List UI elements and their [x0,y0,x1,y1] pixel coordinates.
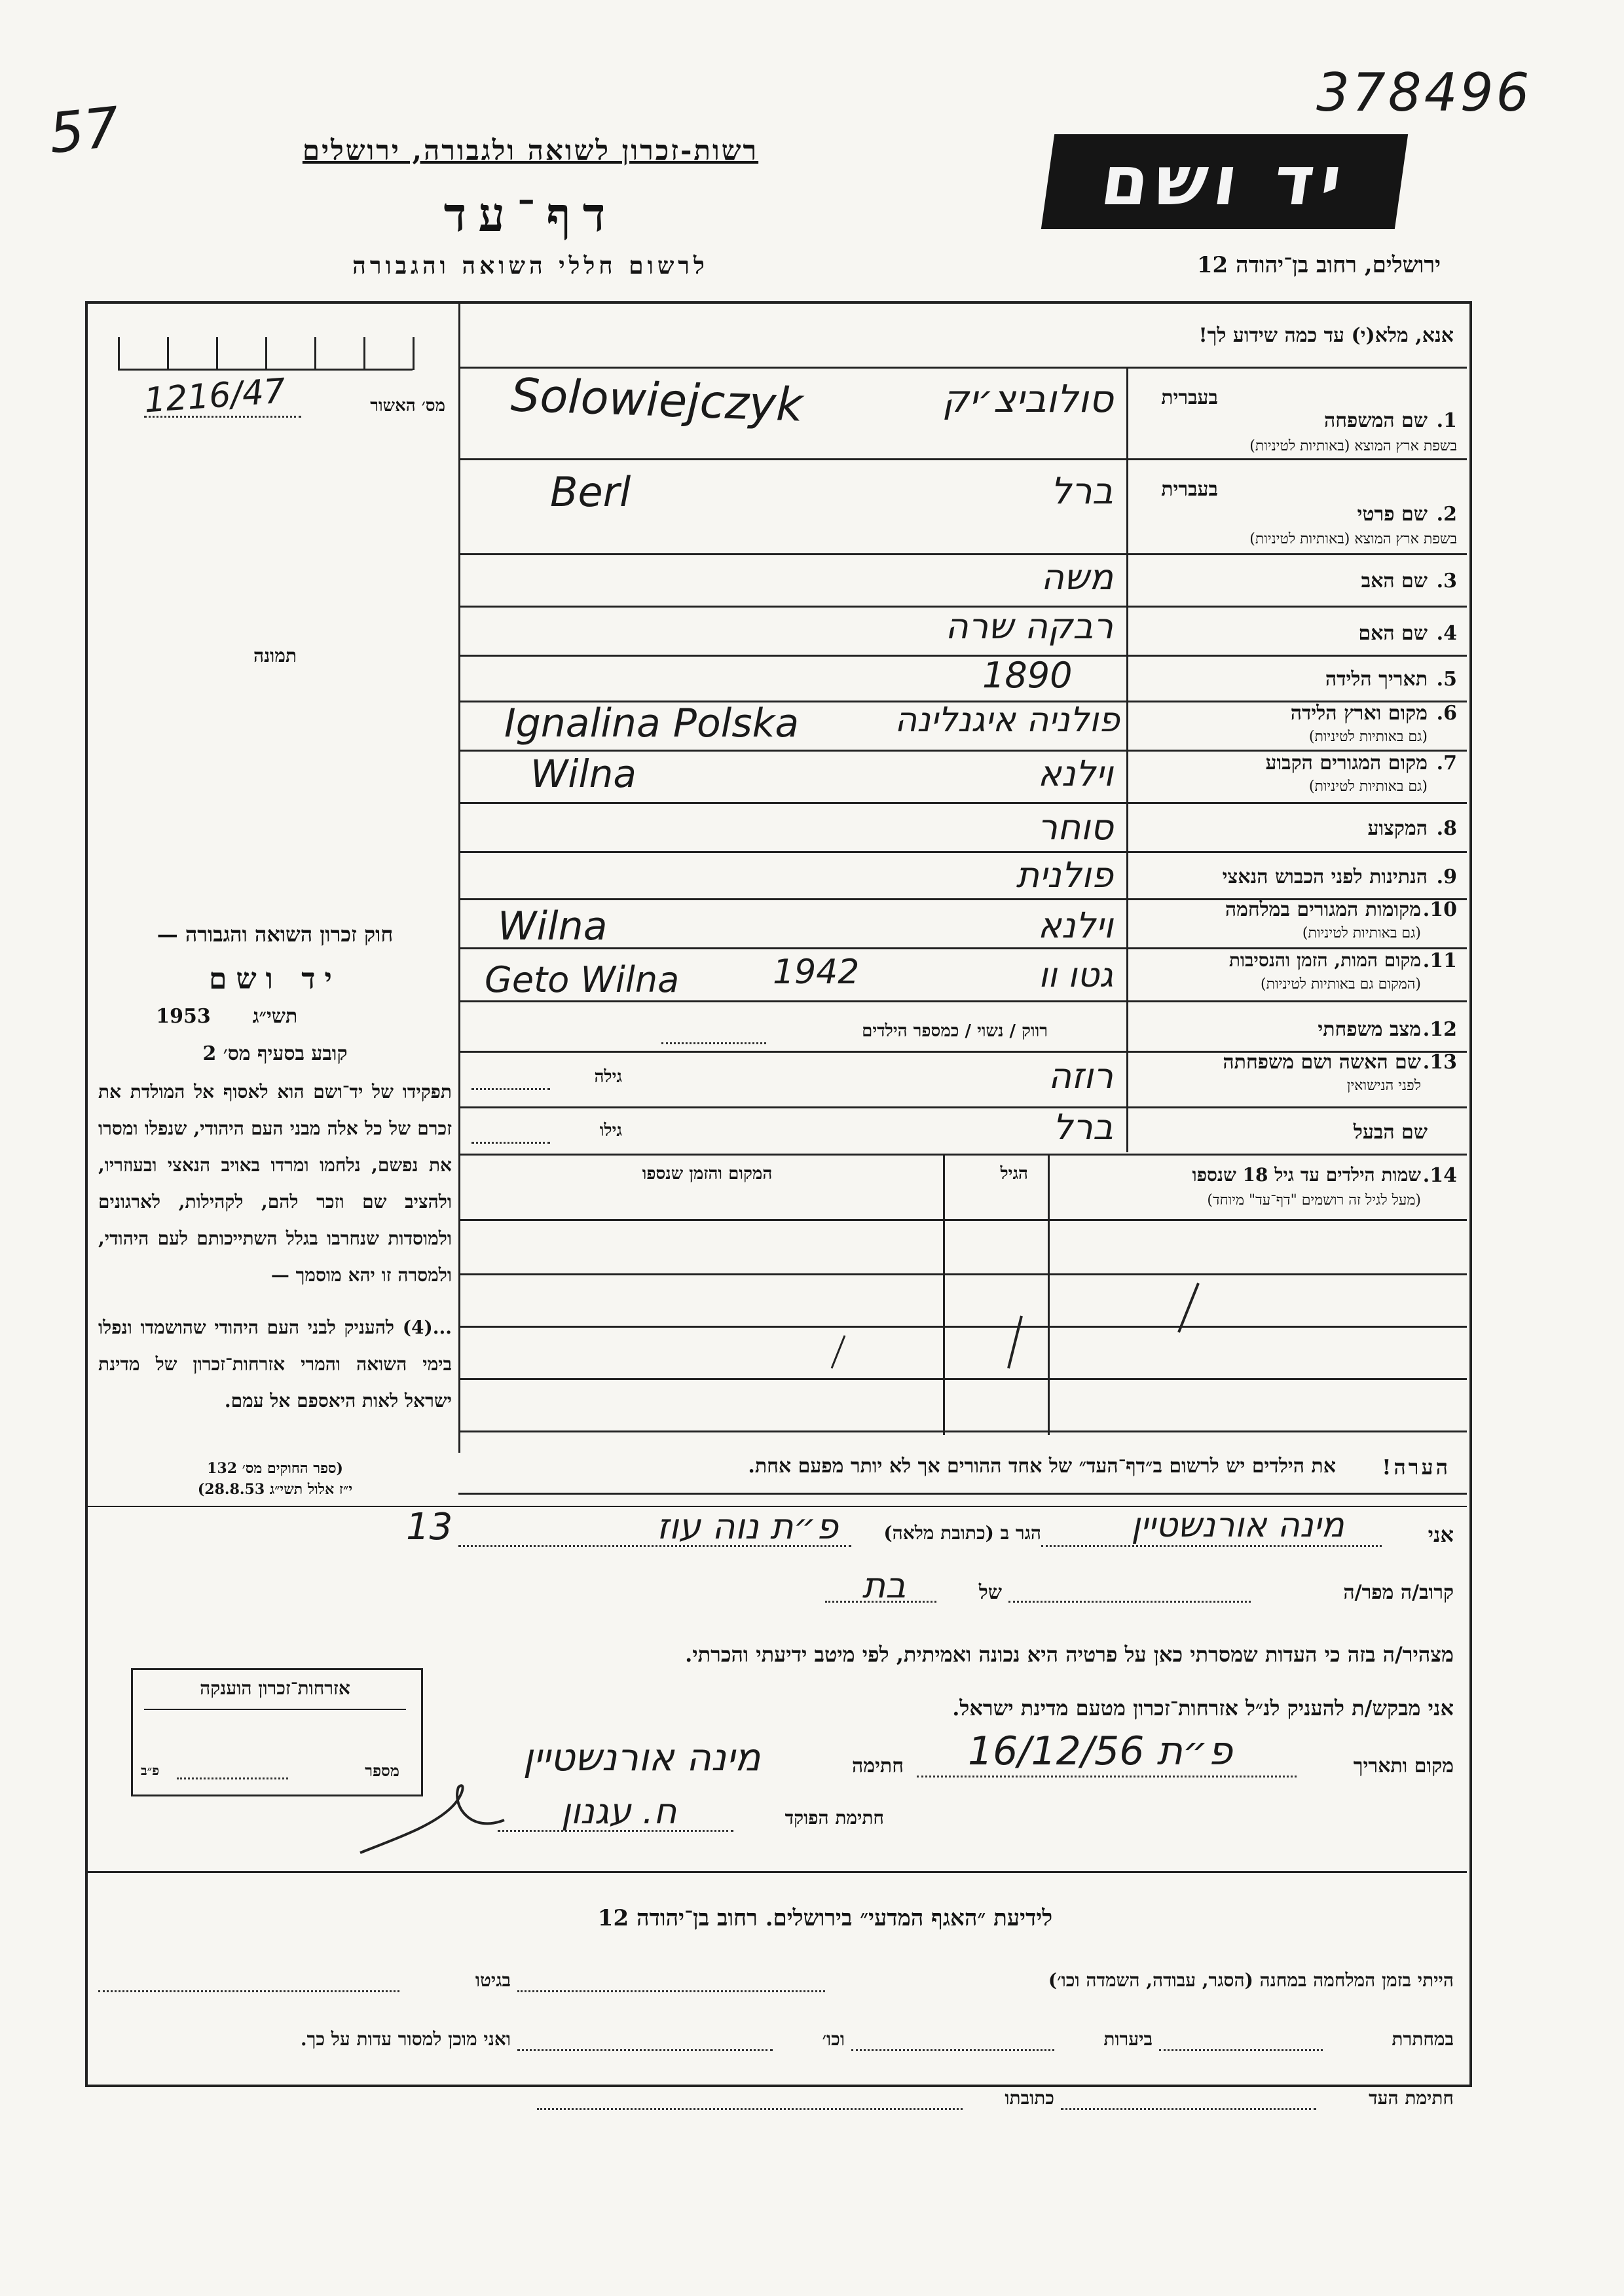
place-date-value: פ״ת 16/12/56 [967,1728,1233,1774]
law-title: חוק זכרון השואה והגבורה — [157,922,394,947]
declarant-address-label: הגר ב (כתובת מלאה) [883,1522,1041,1544]
footer-line2-end: ואני מוכן למסור עדות על כך. [300,2028,511,2050]
f7-value-hebrew: וילנא [1037,753,1113,794]
f12-num: 12. [1422,1018,1457,1041]
f14-col-age: הגיל [1000,1164,1028,1184]
declarant-address-value: פ״ת נוה עוז [656,1506,838,1547]
f13-age-label: גילה [594,1067,622,1087]
request-text: אני מבקש/ת להעניק לנ״ל אזרחות־זכרון מטעם מדינת ישראל. [952,1696,1454,1721]
law-text-2: ...(4) להעניק לבני העם היהודי שהושמדו ונפלו בימי השואה והמרי אזרחות־זכרון של מדינת ישראל לאות היאספם אל עמם. [98,1317,452,1412]
instruction: אנא, מלא(י) עד כמה שידוע לך! [1198,324,1454,347]
f11-value-hebrew: גטו וו [1038,956,1113,995]
form-subtitle: לרשום חללי השואה והגבורה [352,252,709,280]
f10-num: 10. [1422,898,1457,921]
f8-value: סוחר [1037,807,1113,848]
corner-number-left: 57 [46,94,122,166]
f1-sub: בשפת ארץ המוצא (באותיות לטיניות) [1249,438,1457,454]
logo-block [1041,134,1408,229]
husband-label: שם הבעל [1353,1121,1428,1144]
footer-title: לידיעת ״האגף המדעי״ בירושלים. רחוב בן־יהודה 12 [597,1905,1053,1931]
declarant-i-label: אני [1428,1522,1454,1547]
husband-value: ברל [1052,1106,1113,1148]
f14-strike-marks [805,1270,1277,1375]
f5-value: 1890 [982,655,1073,696]
law-clause: קובע בסעיף מס׳ 2 [202,1042,348,1065]
citizenship-mark: פ״ב [141,1762,160,1778]
f10-value-latin: Wilna [498,903,608,949]
f7-num: 7. [1436,752,1457,774]
f14-sub: (מעל לגיל זה רושמים "דף־עד" מיוחד) [1207,1192,1421,1209]
f11-num: 11. [1422,949,1457,972]
f13-value: רוזה [1048,1055,1113,1097]
f10-value-hebrew: וילנא [1037,905,1113,946]
note-text: את הילדים יש לרשום ב״דף־העד״ של אחד ההורים אך לא יותר מפעם אחת. [748,1455,1336,1478]
law-text: תפקידו של יד־ושם הוא לאסוף אל המולדת את זכרם של כל אלה מבני העם היהודי, שנפלו ומסרו את נפשם, נלחמו ומרדו באויב הנאצי ובעוזריו, ולהציב שם וזכר להם, לקהילות, לארגונים ולמוסדות שנחרבו בגלל השתייכותם לעם היהודי, ולמסרה זו יהא מוסמך — [98,1081,452,1286]
photo-label: תמונה [253,645,297,666]
f11-value-year: 1942 [773,953,860,992]
declarant-address-number: 13 [406,1506,453,1548]
footer-line2-mid: ביערות [1103,2028,1153,2050]
f3-value: משה [1041,556,1113,598]
f1-value-hebrew: סולוביצ׳יק [942,376,1113,421]
f14-num: 14. [1422,1164,1457,1187]
form-title: דף־עד [443,187,618,242]
footer-line2-mid2: וכו׳ [822,2028,845,2050]
f2-sub: בשפת ארץ המוצא (באותיות לטיניות) [1249,531,1457,547]
registration-value: 1216/47 [143,371,287,421]
f7-sub: (גם באותיות לטיניות) [1308,778,1428,795]
header-address: ירושלים, רחוב בן־יהודה 12 [1196,252,1441,278]
f6-num: 6. [1436,702,1457,725]
tick-strip [118,331,419,370]
footer-line2-start: במחתרת [1392,2028,1454,2050]
f2-label: שם פרטי [1357,503,1428,526]
f12-label: מצב משפחתי [1318,1018,1421,1041]
f3-label: שם האב [1361,570,1428,592]
law-ref-1: (ספר החוקים מס׳ 132 [207,1460,343,1477]
relation-of-label: של [978,1581,1002,1604]
signature-label: חתימה [852,1755,904,1777]
law-year: 1953 [156,1005,211,1028]
f3-num: 3. [1436,570,1457,592]
f10-sub: (גם באותיות לטיניות) [1302,925,1421,941]
f9-label: הנתינות לפני הכבוש הנאצי [1222,866,1428,888]
f4-label: שם האם [1358,622,1428,645]
f6-sub: (גם באותיות לטיניות) [1308,729,1428,745]
f1-hebrew-tag: בעברית [1161,386,1218,409]
f5-label: תאריך הלידה [1325,668,1428,691]
logo-text: יד ושם [1096,141,1354,221]
law-ref-2: י״ז אלול תשי״ג 28.8.53) [197,1481,353,1498]
f6-label: מקום וארץ הלידה [1290,702,1428,725]
footer-line1-end: בגיטו [475,1969,511,1991]
f8-num: 8. [1436,817,1457,840]
declarant-name-value: מינה אורנשטיין [1131,1506,1344,1545]
f4-value: רבקה שרה [945,606,1113,647]
law-name: יד ושם [209,962,341,996]
relation-label: קרוב/ה מפר/ה [1343,1581,1454,1604]
f2-hebrew-tag: בעברית [1161,478,1218,501]
footer-line3-start: חתימת העד [1369,2087,1454,2109]
officer-label: חתימת הפוקד [784,1807,884,1829]
f9-num: 9. [1436,866,1457,888]
f10-label: מקומות המגורים במלחמה [1225,898,1421,921]
f7-value-latin: Wilna [530,752,637,796]
f8-label: המקצוע [1367,817,1428,840]
footer-line1-label: הייתי בזמן המלחמה במחנה (הסגר, עבודה, השמדה וכו׳) [1048,1969,1454,1991]
f2-value-hebrew: ברל [1050,470,1113,513]
note-label: הערה! [1382,1455,1450,1480]
f7-label: מקום המגורים הקבוע [1265,752,1428,774]
f2-num: 2. [1436,503,1457,526]
f2-value-latin: Berl [550,468,631,516]
f6-value-latin: Ignalina Polska [504,701,800,746]
citizenship-box-title: אזרחות־זכרון הוענקה [200,1677,350,1699]
registration-label: מס׳ האשור [370,396,445,416]
org-line: רשות-זכרון לשואה ולגבורה, ירושלים [302,134,759,166]
f13-num: 13. [1422,1051,1457,1074]
f1-label: שם המשפחה [1323,409,1428,432]
footer-line3-mid: כתובתו [1005,2087,1054,2109]
officer-value: ח. עגנון [561,1791,677,1832]
citizenship-number-label: מספר [365,1761,399,1780]
f1-num: 1. [1436,409,1457,432]
declare-text: מצהיר/ה בזה כי העדות שמסרתי כאן על פרטיה היא נכונה ואמיתית, לפי מיטב ידיעתי והכרתי. [685,1642,1454,1667]
signature-value: מינה אורנשטיין [523,1735,761,1779]
f13-label: שם האשה ושם משפחתה [1223,1051,1421,1074]
f1-value-latin: Solowiejczyk [509,368,804,432]
law-year-heb: תשי״ג [252,1005,298,1028]
corner-number-right: 378496 [1316,62,1532,123]
f13-sub: לפני הנישואין [1346,1078,1421,1094]
relation-value: בת [862,1565,906,1606]
place-date-label: מקום ותאריך [1353,1755,1454,1777]
f14-col-place: המקום והזמן שנספו [642,1164,773,1184]
f12-options: רווק / נשוי / כמספר הילדים [862,1021,1048,1041]
f4-num: 4. [1436,622,1457,645]
f5-num: 5. [1436,668,1457,691]
f14-label: שמות הילדים עד גיל 18 שנספו [1192,1164,1421,1186]
f11-value-latin: Geto Wilna [485,959,680,1000]
f11-sub: (המקום גם באותיות לטיניות) [1261,976,1421,993]
f11-label: מקום המות, הזמן והנסיבות [1228,949,1421,971]
f9-value: פולנית [1016,854,1113,896]
husband-age-label: גילו [599,1121,622,1140]
f6-value-hebrew: פולניה איגנלינה [895,701,1120,740]
